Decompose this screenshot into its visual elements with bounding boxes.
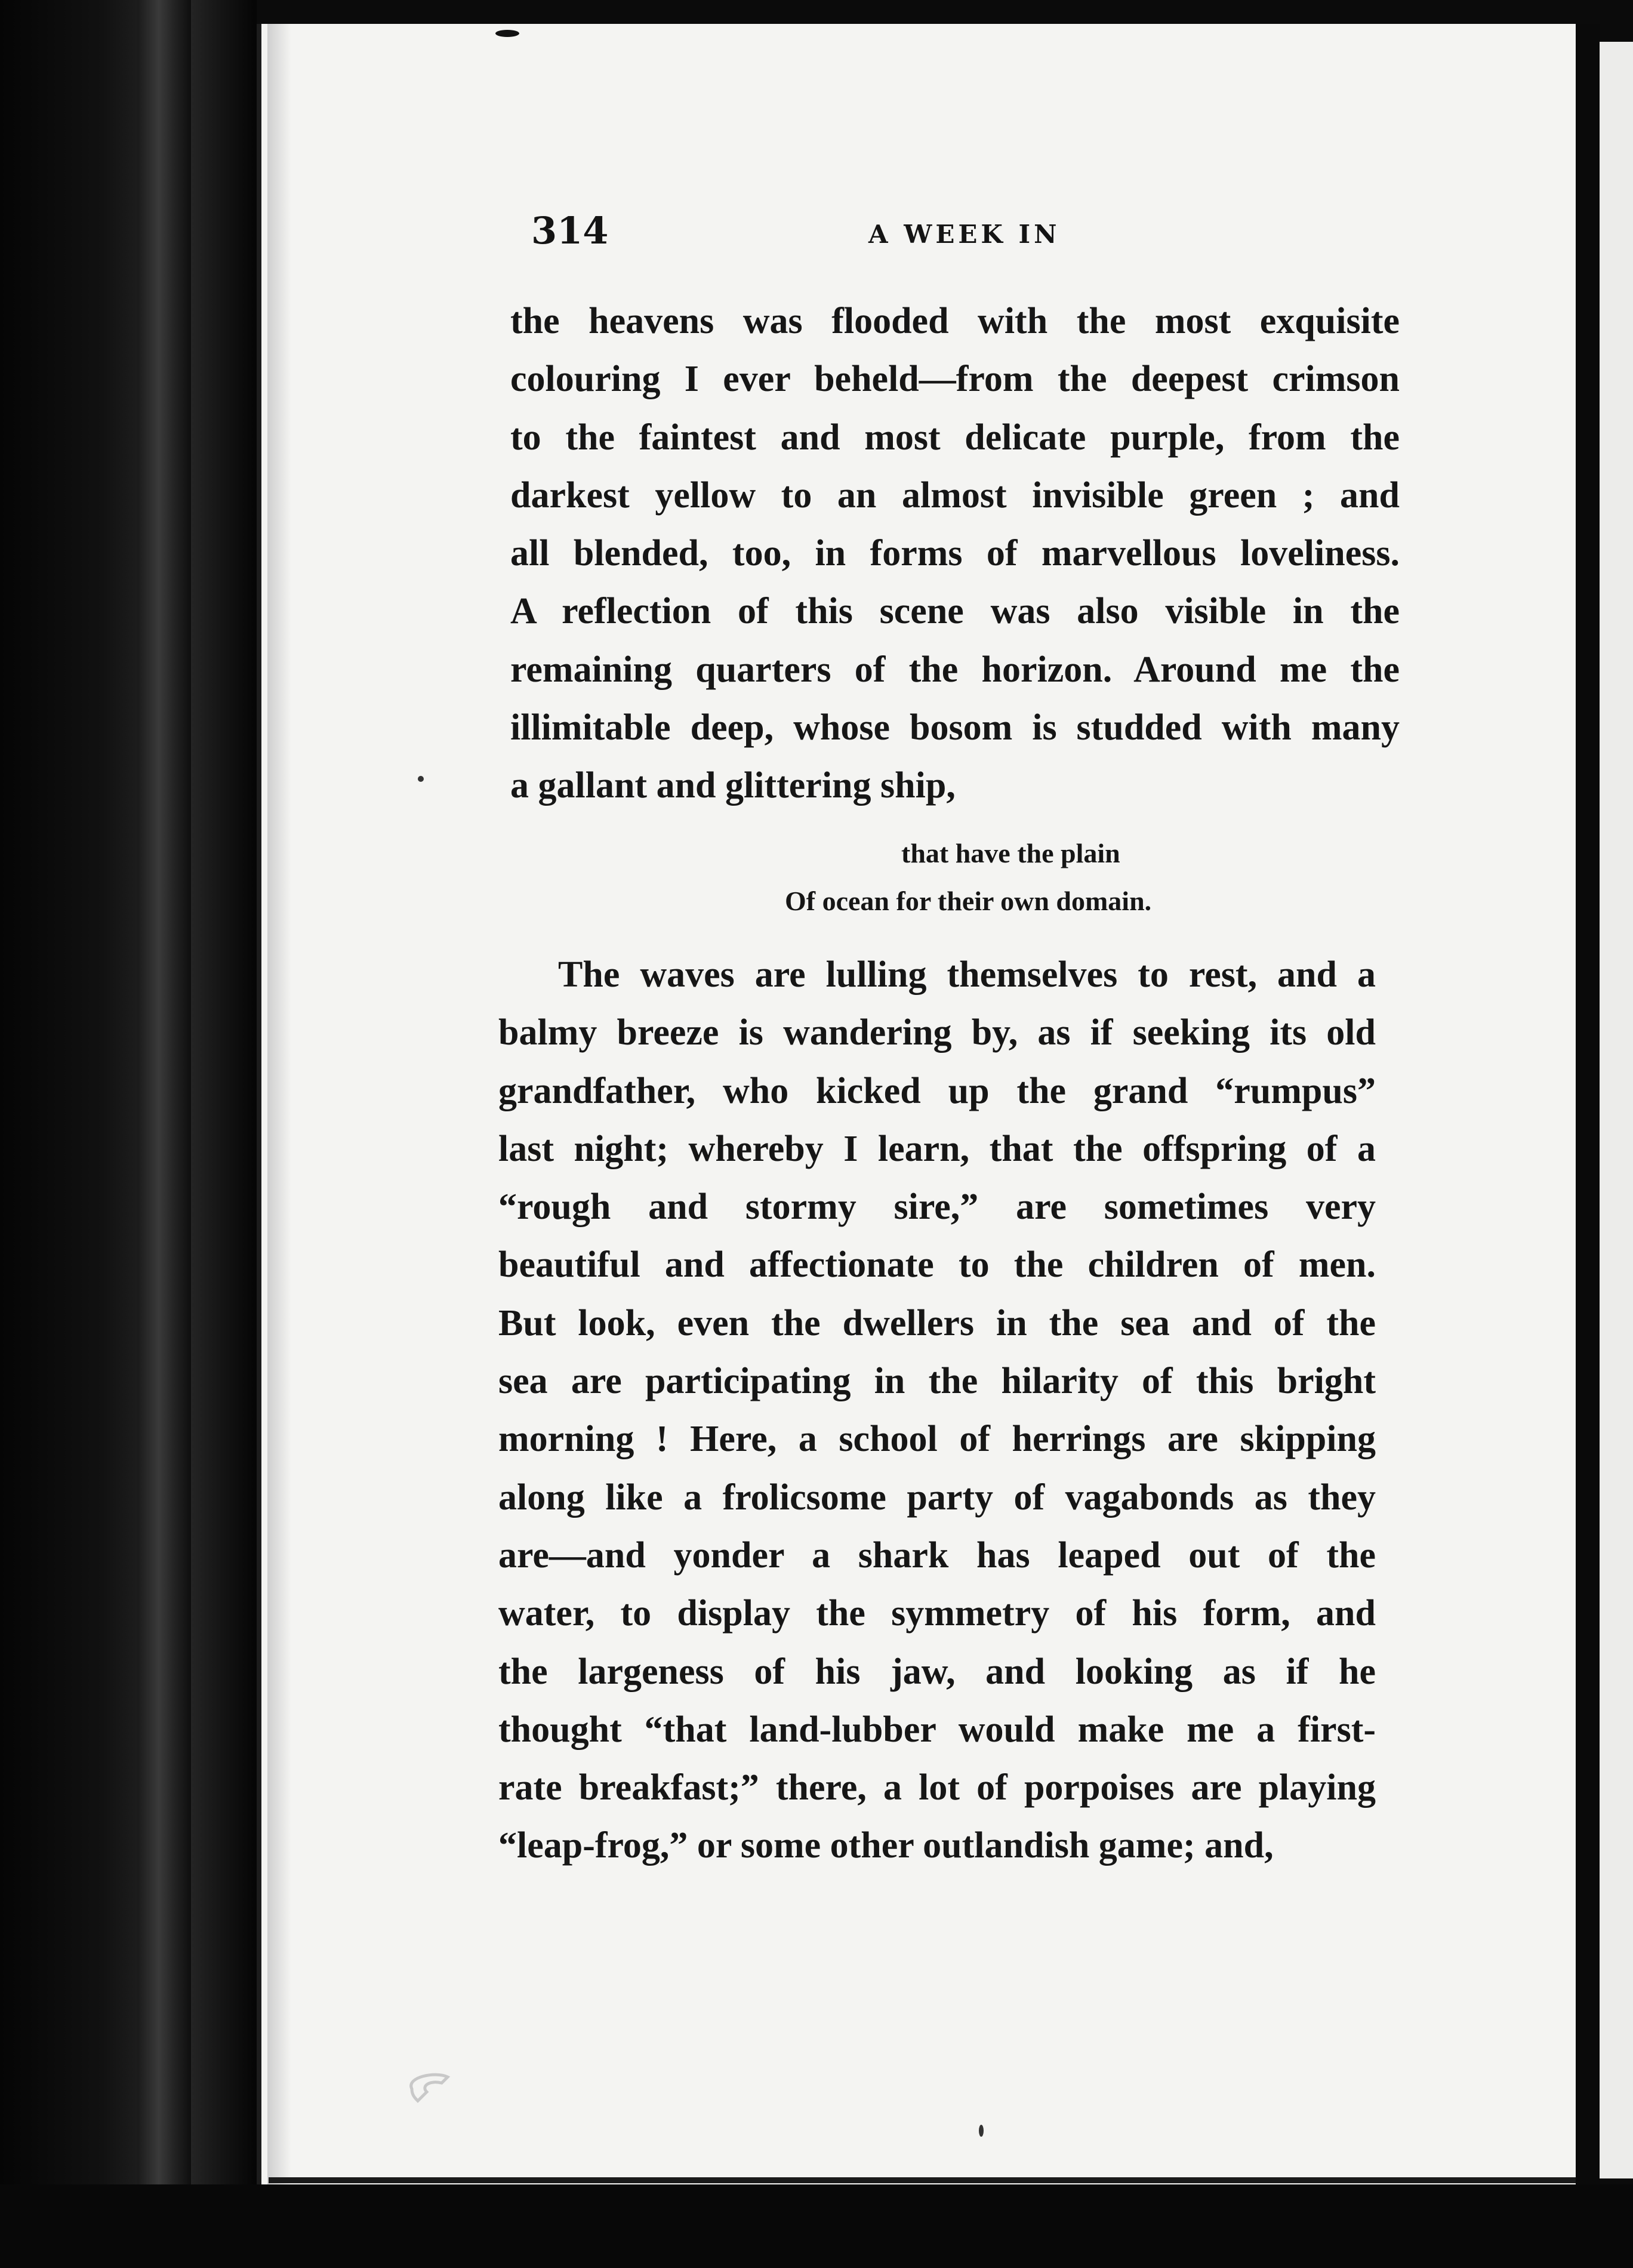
paragraph-2 xyxy=(498,946,1376,1875)
text-line: darkest yellow to an almost invisible green ; and xyxy=(510,474,1400,516)
text-line: water, to display the symmetry of his form, and xyxy=(498,1593,1376,1634)
text-line: are—and yonder a shark has leaped out of the xyxy=(498,1534,1376,1576)
text-line: A reflection of this scene was also visible in the xyxy=(510,591,1400,632)
text-line: “rough and stormy sire,” are sometimes very xyxy=(498,1187,1376,1228)
text-line: But look, even the dwellers in the sea and of the xyxy=(498,1302,1376,1343)
text-line: along like a frolicsome party of vagabonds as they xyxy=(498,1477,1376,1518)
page-right-edge xyxy=(1576,24,1600,2184)
book-spine-edge xyxy=(137,0,191,2268)
page-inner-shadow xyxy=(267,24,291,2184)
verse-quotation xyxy=(510,830,1400,925)
page-bottom-rule xyxy=(269,2177,1576,2183)
book-gutter-shadow xyxy=(0,0,257,2268)
text-line: colouring I ever beheld—from the deepest crimson xyxy=(510,359,1400,400)
text-line: illimitable deep, whose bosom is studded with many xyxy=(510,707,1400,748)
text-line: a gallant and glittering ship, xyxy=(510,765,956,806)
text-line: grandfather, who kicked up the grand “rumpus” xyxy=(498,1070,1376,1111)
paragraph-1 xyxy=(510,292,1400,815)
text-line: morning ! Here, a school of herrings are skipping xyxy=(498,1419,1376,1460)
text-line: remaining quarters of the horizon. Around me the xyxy=(510,649,1400,690)
text-line: balmy breeze is wandering by, as if seeking its old xyxy=(498,1012,1376,1053)
scan-speck xyxy=(495,30,519,37)
text-line: last night; whereby I learn, that the offspring of a xyxy=(498,1128,1376,1169)
text-line: sea are participating in the hilarity of this bright xyxy=(498,1361,1376,1402)
text-line: The waves are lulling themselves to rest, and a xyxy=(558,954,1376,995)
next-page-sliver xyxy=(1600,42,1633,2178)
scan-bottom-margin xyxy=(0,2184,1633,2268)
text-line: to the faintest and most delicate purple, from the xyxy=(510,417,1400,458)
text-line: rate breakfast;” there, a lot of porpoises are playing xyxy=(498,1767,1376,1808)
verse-line: Of ocean for their own domain. xyxy=(785,886,1152,916)
library-stamp-icon xyxy=(400,2065,466,2113)
text-line: thought “that land-lubber would make me a first- xyxy=(498,1709,1376,1750)
verse-line: that have the plain xyxy=(901,838,1120,868)
running-head xyxy=(531,209,1403,263)
text-line: the heavens was flooded with the most exquisite xyxy=(510,301,1400,341)
text-line: “leap-frog,” or some other outlandish game; and, xyxy=(498,1825,1274,1866)
running-title: A WEEK IN xyxy=(868,220,1061,249)
text-line: the largeness of his jaw, and looking as if he xyxy=(498,1651,1376,1692)
scan-speck xyxy=(979,2125,984,2137)
text-line: all blended, too, in forms of marvellous loveliness. xyxy=(510,533,1400,574)
text-line: beautiful and affectionate to the children of men. xyxy=(498,1244,1376,1286)
page-number: 314 xyxy=(531,209,609,252)
scan-speck xyxy=(418,776,424,782)
